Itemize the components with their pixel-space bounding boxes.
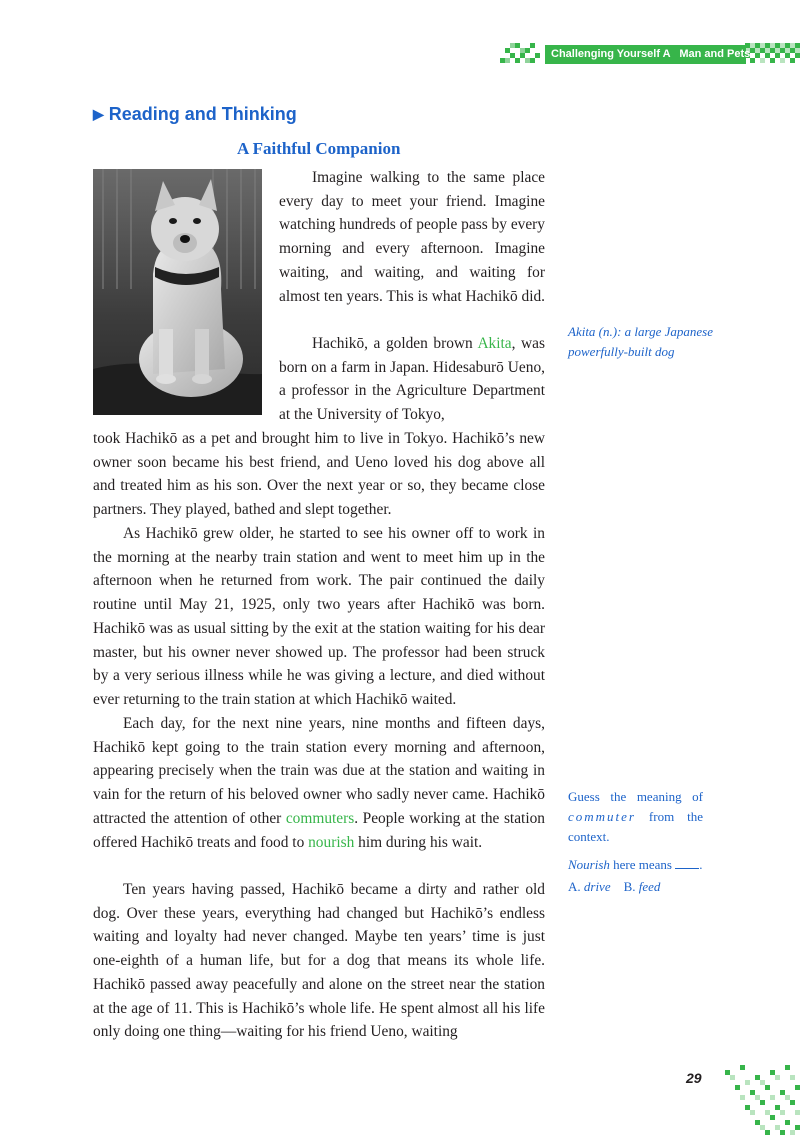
akita-dog-photo <box>93 169 262 415</box>
margin-note-options <box>568 877 728 897</box>
article-title: A Faithful Companion <box>237 139 401 158</box>
paragraph-4-text-c: him during his wait. <box>354 833 483 851</box>
margin-note-nourish <box>568 855 728 875</box>
option-a-letter: A. <box>568 879 584 894</box>
answer-blank[interactable] <box>675 868 699 869</box>
guess-prefix: Guess the meaning of <box>568 789 703 804</box>
paragraph-3: As Hachikō grew older, he started to see his owner off to work in the morning at the nearby train station and went to meet him up in the afternoon when he returned from work. The pair continued the daily routine until May 21, 1925, only two years after Hachikō was born. Hachikō was as usual sitting by the exit at the station waiting for his dear master, but his owner never showed up. The professor had been struck by a very serious illness while he was giving a lecture, and died without ever returning to the train station at which Hachikō waited. <box>93 525 545 708</box>
gloss-commuters[interactable]: commuters <box>285 809 355 827</box>
gloss-akita[interactable]: Akita <box>477 335 512 352</box>
paragraph-5: Ten years having passed, Hachikō became a dirty and rather old dog. Over these years, everything had changed but Hachikō’s endless waiting and loyalty had never changed. Maybe ten years’ time is just one-eighth of a human life, but for a dog that means its whole life. Hachikō passed away peacefully and alone on the street near the station at the age of 11. This is Hachikō’s whole life. He spent almost all his life only doing one thing—waiting for his friend Ueno, waiting <box>93 881 545 1041</box>
option-b-letter: B. <box>623 879 639 894</box>
guess-word: commuter <box>568 809 636 824</box>
paragraph-2-continued: took Hachikō as a pet and brought him to live in Tokyo. Hachikō’s new owner soon became his best friend, and Ueno loved his dog above all and treated him as his son. Over the next year or so, they became close partners. They played, bathed and slept together. <box>93 430 545 519</box>
margin-note-guess <box>568 787 703 847</box>
option-b[interactable]: feed <box>638 879 661 894</box>
section-heading-text: Reading and Thinking <box>108 104 297 124</box>
header-label: Challenging Yourself A Man and Pets <box>545 45 746 64</box>
triangle-right-icon: ▶ <box>93 106 104 122</box>
margin-note-akita: Akita (n.): a large Japanese powerfully-built dog <box>568 324 713 359</box>
nourish-word: Nourish <box>568 857 610 872</box>
paragraph-1: Imagine walking to the same place every day to meet your friend. Imagine watching hundreds of people pass by every morning and every afternoon. Imagine waiting, and waiting, and waiting for almost ten years. This is what Hachikō did. <box>279 169 546 305</box>
paragraph-2-text-b: , was born on a farm in Japan. Hidesaburō Ueno, a professor in the Agriculture Department at the University of Tokyo, <box>279 335 545 424</box>
option-a[interactable]: drive <box>583 879 611 894</box>
pixel-pattern-footer <box>715 1065 800 1138</box>
paragraph-2-text-a: Hachikō, a golden brown <box>312 335 478 352</box>
gloss-nourish[interactable]: nourish <box>308 833 355 851</box>
paragraph-2 <box>279 332 545 427</box>
nourish-rest: here means <box>609 857 672 872</box>
nourish-end: . <box>699 857 703 872</box>
paragraph-4-text-a: Each day, for the next nine years, nine months and fifteen days, Hachikō kept going to the train station every morning and afternoon, appearing precisely when the train was due at the station and waiting in vain for the return of his beloved owner who sadly never came. Hachikō attracted the attention of other <box>93 715 545 827</box>
paragraph-4 <box>93 712 545 854</box>
paragraph-4-text-b: . People working at the station offered Hachikō treats and food to <box>93 809 545 851</box>
section-heading <box>93 104 297 125</box>
page-number: 29 <box>686 1070 702 1086</box>
guess-suffix: from the context. <box>568 809 703 844</box>
